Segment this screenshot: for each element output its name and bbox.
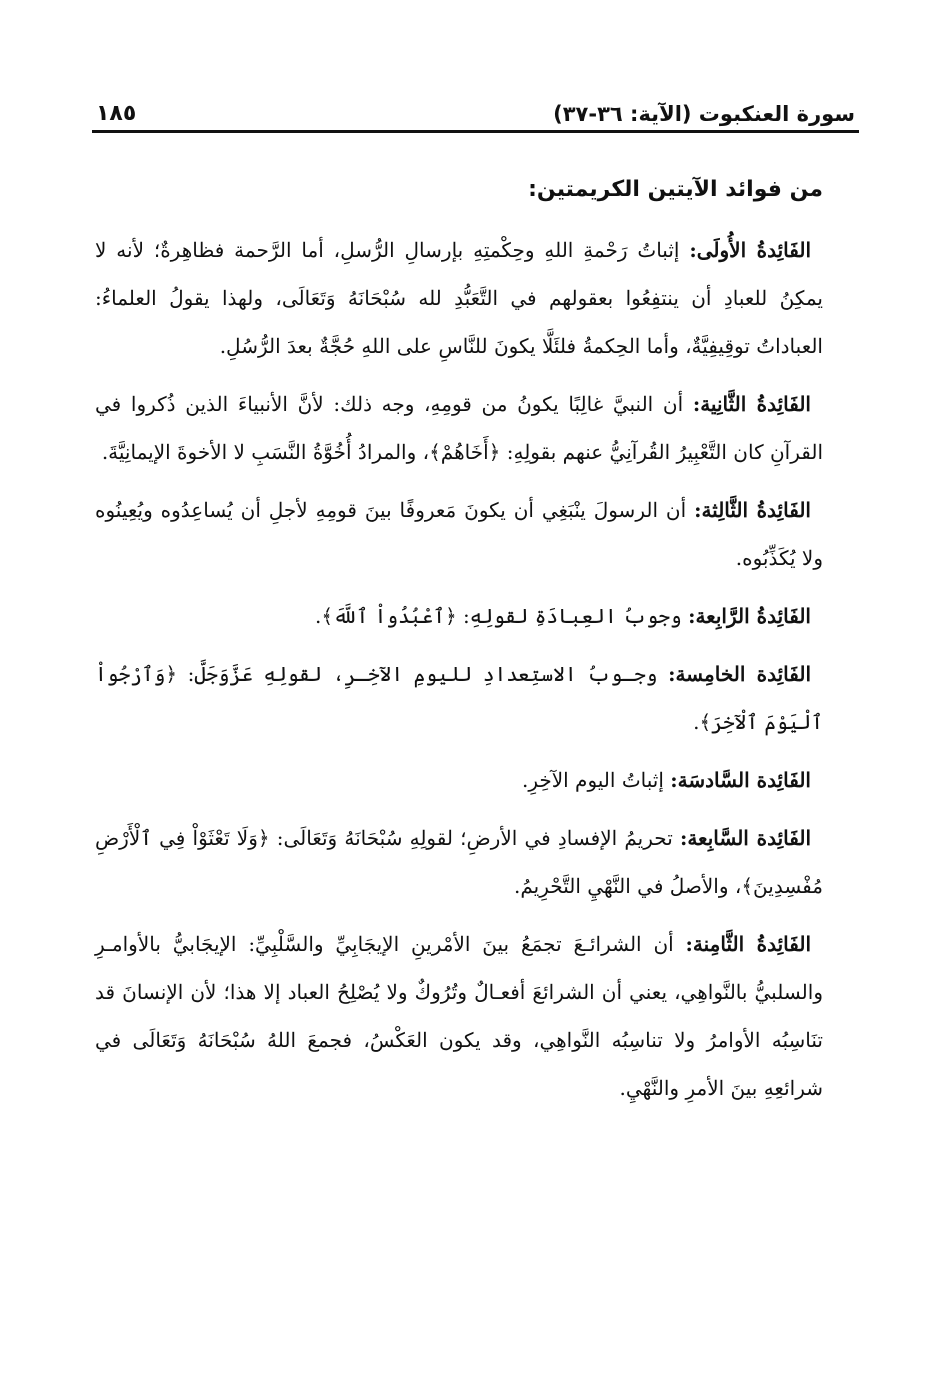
paragraph-benefit-2: [95, 380, 823, 476]
paragraph-label: الفَائِدةُ الثَّالِثة:: [694, 498, 811, 522]
running-head: [96, 92, 855, 128]
paragraph-label: الفَائِدةُ الثَّامِنة:: [685, 932, 812, 956]
page-number: ١٨٥: [96, 101, 137, 126]
paragraph-label: الفَائِدة السَّادسَة:: [670, 768, 811, 792]
paragraph-benefit-1: [95, 226, 823, 370]
paragraph-label: الفَائِدة السَّابِعة:: [679, 826, 812, 850]
paragraph-label: الفَائِدةُ الرَّابِعة:: [688, 604, 811, 628]
paragraph-text: أن الشرائـعَ تجمَعُ بينَ الأمْرينِ الإيجَابِيِّ والسَّلْبِيِّ: الإيجَابيُّ بالأوامـرِ والسلبيُّ بالنَّواهِي، يعني أن الشرائعَ أفعـالٌ وتُرُوكٌ ولا يُصْلِحُ العباد إلا هذا؛ لأن الإنسانَ قد تنَاسِبُه الأوامرُ ولا تناسِبُه النَّواهِي، وقد يكون العَكْسُ، فجمعَ اللهُ سُبْحَانَهُ وَتَعَالَى في شرائعِهِ بينَ الأمرِ والنَّهْيِ.: [95, 932, 823, 1100]
paragraph-text: تحريمُ الإفسادِ في الأرضِ؛ لقولِهِ سُبْحَانَهُ وَتَعَالَى: ﴿وَلَا تَعْثَوْاْ فِي ٱلْأَرْضِ مُفْسِدِينَ﴾، والأصلُ في النَّهْيِ التَّحْرِيمُ.: [95, 826, 823, 898]
page-body: [95, 170, 823, 1122]
paragraph-benefit-3: [95, 486, 823, 582]
paragraph-benefit-7: [95, 814, 823, 910]
paragraph-label: الفَائِدةُ الأُولَى:: [689, 238, 812, 262]
section-heading: من فوائد الآيتين الكريمتين:: [528, 177, 823, 202]
paragraph-benefit-5: [95, 650, 823, 746]
paragraph-text: وجـوبُ الاستِعدادِ لليومِ الآخِـرِ، لقولِهِ عَزَّوَجَلَّ: ﴿وَٱرْجُواْ ٱلْيَوْمَ ٱلْآخِرَ﴾.: [95, 662, 823, 734]
header-rule: [92, 130, 859, 133]
paragraph-text: أن الرسولَ ينْبَغِي أن يكونَ مَعروفًا بينَ قومِهِ لأجلِ أن يُساعِدُوه ويُعِينُوه ولا يُكَذِّبُوه.: [95, 498, 823, 570]
paragraph-text: إثباتُ رَحْمةِ اللهِ وحِكْمتِهِ بإرسالِ الرُّسلِ، أما الرَّحمة فظاهِرةٌ؛ لأنه لا يمكِنُ للعبادِ أن ينتفِعُوا بعقولهم في التَّعَبُّدِ لله سُبْحَانَهُ وَتَعَالَى، ولهذا يقولُ العلماءُ: العباداتُ توقِيفِيَّةٌ، وأما الحِكمةُ فلئَلَّا يكونَ للنَّاسِ على اللهِ حُجَّةٌ بعدَ الرُّسُلِ.: [95, 238, 823, 358]
running-head-title: سورة العنكبوت (الآية: ٣٦-٣٧): [553, 102, 855, 126]
paragraph-benefit-4: [95, 592, 823, 640]
paragraph-label: الفَائِدةُ الثَّانِية:: [692, 392, 811, 416]
paragraph-benefit-8: [95, 920, 823, 1112]
paragraph-label: الفَائِدة الخامِسة:: [668, 662, 811, 686]
paragraph-text: وجوبُ العِبادَةِ لقولِهِ: ﴿ٱعْبُدُواْ ٱللَّهَ﴾.: [315, 604, 682, 628]
paragraph-benefit-6: [95, 756, 823, 804]
paragraph-text: أن النبيَّ غالِبًا يكونُ من قومِهِ، وجه ذلك: لأنَّ الأنبياءَ الذين ذُكروا في القرآنِ كان التَّعْبِيرُ القُرآنِيُّ عنهم بقولِهِ: ﴿أَخَاهُمْ﴾، والمرادُ أُخُوَّةُ النَّسَبِ لا الأخوةَ الإيمانِيَّةَ.: [95, 392, 823, 464]
paragraph-text: إثباتُ اليوم الآخِرِ.: [521, 768, 664, 792]
